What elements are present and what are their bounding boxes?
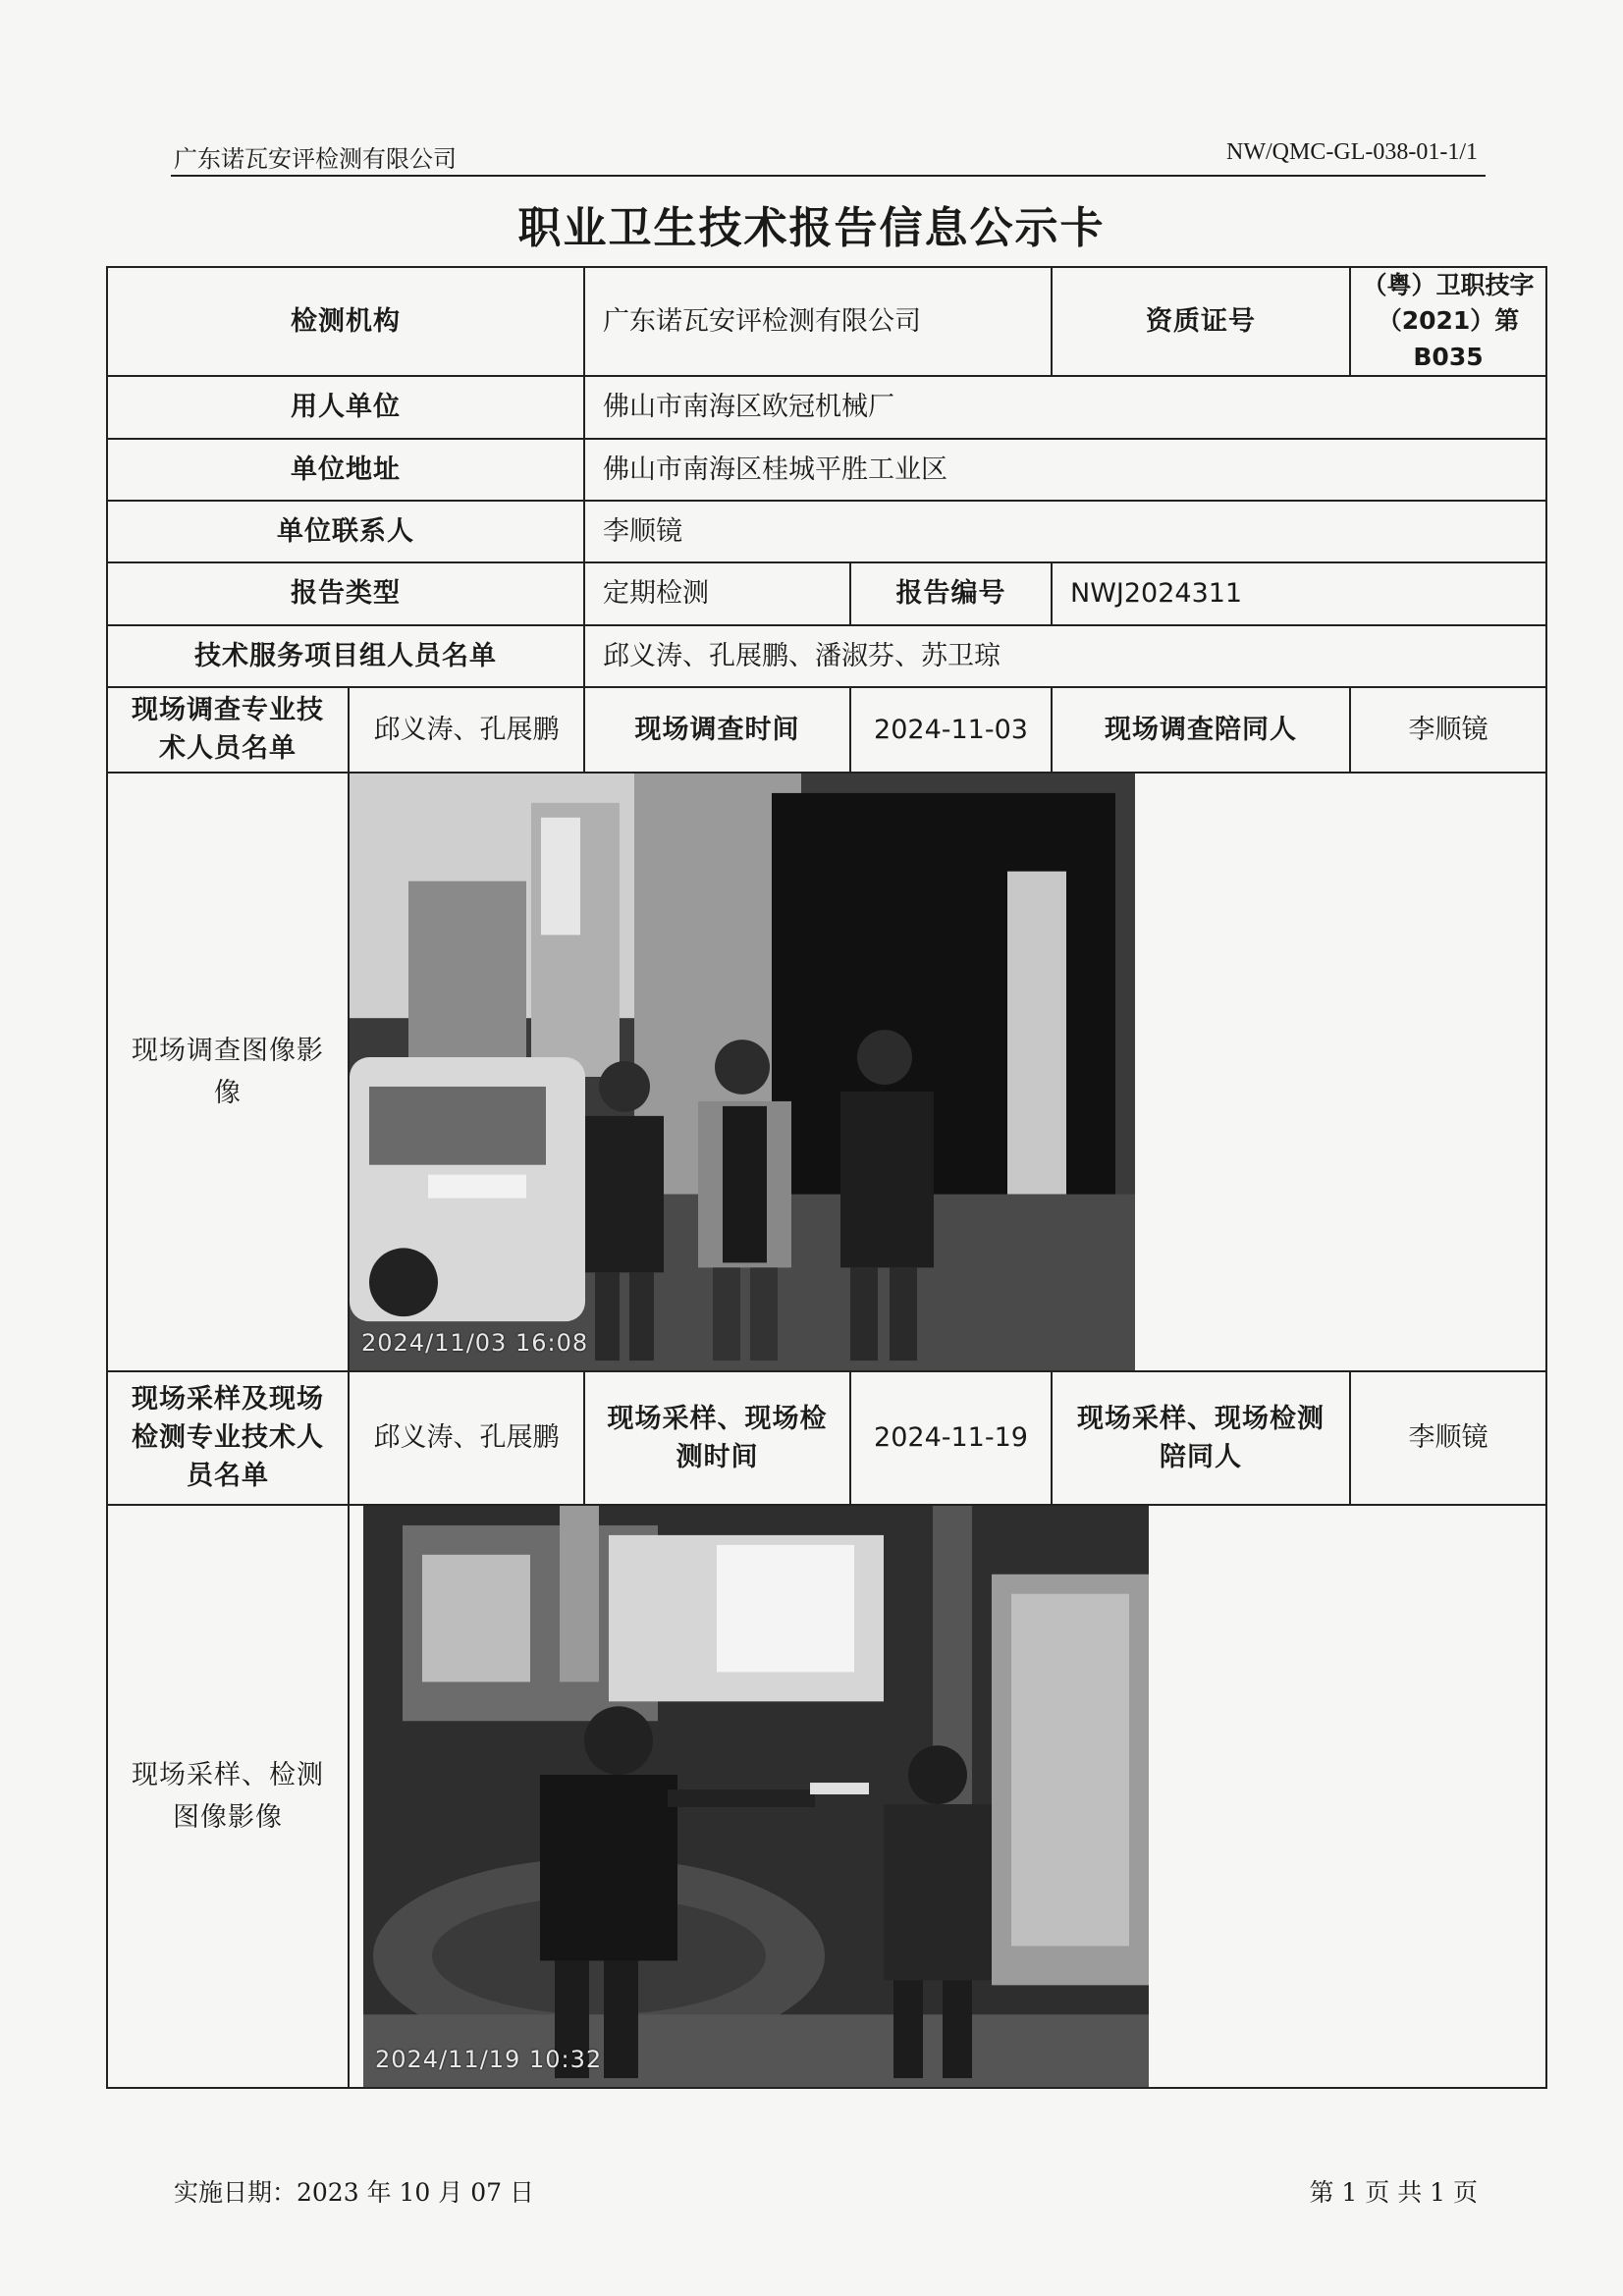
survey-escort-label: 现场调查陪同人 bbox=[1052, 687, 1350, 773]
sampling-escort-value: 李顺镜 bbox=[1350, 1371, 1546, 1505]
cert-value: （粤）卫职技字（2021）第 B035 bbox=[1350, 267, 1546, 376]
address-label: 单位地址 bbox=[107, 439, 584, 501]
sampling-staff-label: 现场采样及现场检测专业技术人员名单 bbox=[107, 1371, 349, 1505]
row-address bbox=[107, 439, 1546, 501]
employer-value: 佛山市南海区欧冠机械厂 bbox=[584, 376, 1546, 439]
row-sampling-photo bbox=[107, 1505, 1546, 2088]
header-doc-code: NW/QMC-GL-038-01-1/1 bbox=[1226, 139, 1478, 165]
info-card-table bbox=[106, 266, 1547, 2089]
sampling-staff-value: 邱义涛、孔展鹏 bbox=[349, 1371, 584, 1505]
report-type-label: 报告类型 bbox=[107, 562, 584, 625]
survey-photo-cell bbox=[349, 773, 1546, 1371]
team-value: 邱义涛、孔展鹏、潘淑芬、苏卫琼 bbox=[584, 625, 1546, 687]
agency-value: 广东诺瓦安评检测有限公司 bbox=[584, 267, 1052, 376]
row-team bbox=[107, 625, 1546, 687]
address-value: 佛山市南海区桂城平胜工业区 bbox=[584, 439, 1546, 501]
footer-effective-date: 实施日期：2023 年 10 月 07 日 bbox=[174, 2178, 534, 2207]
report-type-value: 定期检测 bbox=[584, 562, 850, 625]
agency-label: 检测机构 bbox=[107, 267, 584, 376]
survey-photo-timestamp: 2024/11/03 16:08 bbox=[361, 1328, 589, 1357]
row-survey-photo bbox=[107, 773, 1546, 1371]
survey-photo bbox=[350, 774, 1135, 1370]
report-no-label: 报告编号 bbox=[850, 562, 1052, 625]
survey-time-label: 现场调查时间 bbox=[584, 687, 850, 773]
survey-staff-label: 现场调查专业技术人员名单 bbox=[107, 687, 349, 773]
row-employer bbox=[107, 376, 1546, 439]
survey-photo-image bbox=[350, 774, 1135, 1370]
survey-time-value: 2024-11-03 bbox=[850, 687, 1052, 773]
report-no-value: NWJ2024311 bbox=[1052, 562, 1546, 625]
row-agency bbox=[107, 267, 1546, 376]
sampling-photo-label: 现场采样、检测图像影像 bbox=[107, 1505, 349, 2088]
row-sampling bbox=[107, 1371, 1546, 1505]
footer-page-info: 第 1 页 共 1 页 bbox=[1309, 2178, 1478, 2207]
sampling-time-value: 2024-11-19 bbox=[850, 1371, 1052, 1505]
contact-value: 李顺镜 bbox=[584, 501, 1546, 562]
row-contact bbox=[107, 501, 1546, 562]
cert-label: 资质证号 bbox=[1052, 267, 1350, 376]
sampling-time-label: 现场采样、现场检测时间 bbox=[584, 1371, 850, 1505]
survey-escort-value: 李顺镜 bbox=[1350, 687, 1546, 773]
contact-label: 单位联系人 bbox=[107, 501, 584, 562]
sampling-photo-cell bbox=[349, 1505, 1546, 2088]
sampling-photo-image bbox=[363, 1506, 1149, 2087]
employer-label: 用人单位 bbox=[107, 376, 584, 439]
survey-staff-value: 邱义涛、孔展鹏 bbox=[349, 687, 584, 773]
survey-photo-label: 现场调查图像影像 bbox=[107, 773, 349, 1371]
sampling-photo bbox=[363, 1506, 1149, 2087]
team-label: 技术服务项目组人员名单 bbox=[107, 625, 584, 687]
sampling-escort-label: 现场采样、现场检测陪同人 bbox=[1052, 1371, 1350, 1505]
header-company: 广东诺瓦安评检测有限公司 bbox=[174, 145, 457, 173]
header-divider bbox=[171, 175, 1486, 177]
sampling-photo-timestamp: 2024/11/19 10:32 bbox=[375, 2045, 603, 2073]
row-report bbox=[107, 562, 1546, 625]
row-survey bbox=[107, 687, 1546, 773]
page-title: 职业卫生技术报告信息公示卡 bbox=[517, 203, 1106, 253]
